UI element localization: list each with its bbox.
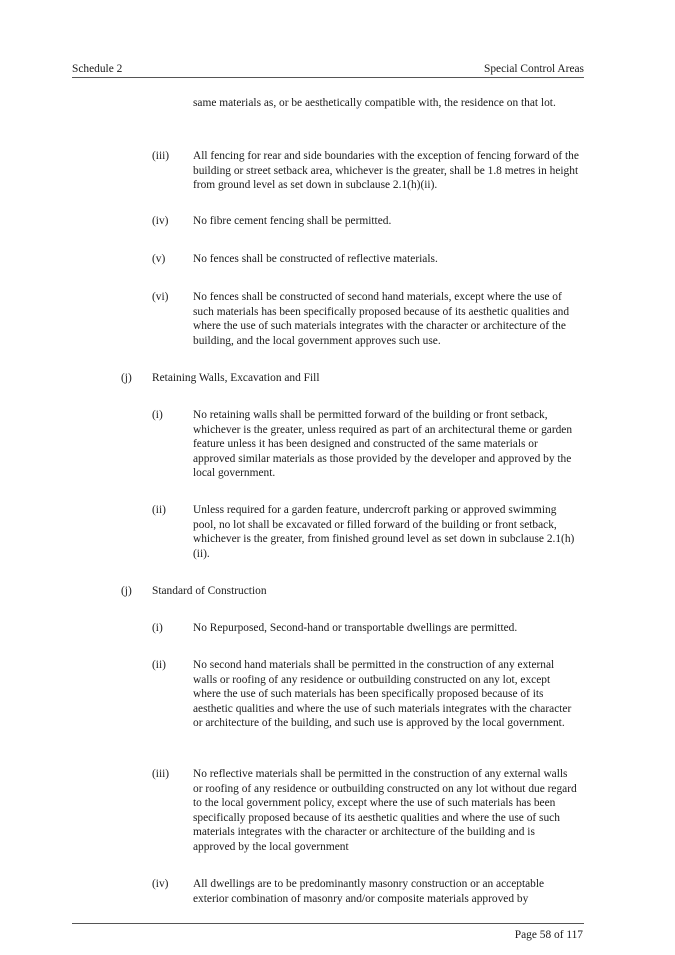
item-text: No fences shall be constructed of reflective materials. — [193, 253, 438, 265]
item-text: All dwellings are to be predominantly masonry construction or an acceptable exterior combination of masonry and/or composite materials approved by — [193, 878, 545, 905]
item-number: (iv) — [152, 215, 169, 227]
item-number: (i) — [152, 409, 163, 421]
item-text: No second hand materials shall be permitted in the construction of any external walls or roofing of any residence or outbuilding constructed on any lot, except where the use of such materials has been specifically proposed because of its aesthetic qualities and where the use of such materials integrates with the character or architecture of the building, and such use is approved by the local government. — [193, 659, 572, 730]
item-number: (ii) — [152, 659, 166, 671]
item-text: No reflective materials shall be permitted in the construction of any external walls or roofing of any residence or outbuilding constructed on any lot without due regard to the local government policy, except where the use of such materials has been specifically proposed because of its aesthetic qualities and where the use of such materials integrates with the character or architecture of the building and is approved by the local government — [193, 768, 577, 853]
item-text: Unless required for a garden feature, undercroft parking or approved swimming pool, no lot shall be excavated or filled forward of the building or front setback, whichever is the greater, from finished ground level as set down in subclause 2.1(h)(ii). — [193, 504, 575, 560]
section-title: Retaining Walls, Excavation and Fill — [152, 372, 320, 384]
item-text: No Repurposed, Second-hand or transportable dwellings are permitted. — [193, 622, 518, 634]
item-number: (iii) — [152, 150, 170, 162]
section-number: (j) — [121, 585, 132, 597]
item-text: No retaining walls shall be permitted forward of the building or front setback, whichever is the greater, unless required as part of an architectural theme or garden feature unless it has been designed and constructed of the same materials or approved similar materials as those provided by the developer and approved by the local government. — [193, 409, 573, 480]
header-section-title: Special Control Areas — [484, 63, 584, 75]
header-schedule: Schedule 2 — [72, 63, 123, 75]
page-number: Page 58 of 117 — [514, 929, 583, 941]
header-divider — [72, 77, 584, 78]
item-text: No fences shall be constructed of second hand materials, except where the use of such materials has been specifically proposed because of its aesthetic qualities and where the use of such materials integrates with the character or architecture of the building, and the local government approves such use. — [193, 291, 570, 347]
item-text: No fibre cement fencing shall be permitted. — [193, 215, 392, 227]
section-title: Standard of Construction — [152, 585, 267, 597]
item-number: (iv) — [152, 878, 169, 890]
item-number: (i) — [152, 622, 163, 634]
item-number: (ii) — [152, 504, 166, 516]
item-number: (v) — [152, 253, 166, 265]
item-text: All fencing for rear and side boundaries with the exception of fencing forward of the building or street setback area, whichever is the greater, shall be 1.8 metres in height from ground level as set down in subclause 2.1(h)(ii). — [193, 150, 579, 192]
item-number: (vi) — [152, 291, 169, 303]
continuation-paragraph: same materials as, or be aesthetically compatible with, the residence on that lot. — [193, 97, 556, 109]
footer-divider — [72, 923, 584, 924]
item-number: (iii) — [152, 768, 170, 780]
section-number: (j) — [121, 372, 132, 384]
page-header — [72, 62, 584, 76]
